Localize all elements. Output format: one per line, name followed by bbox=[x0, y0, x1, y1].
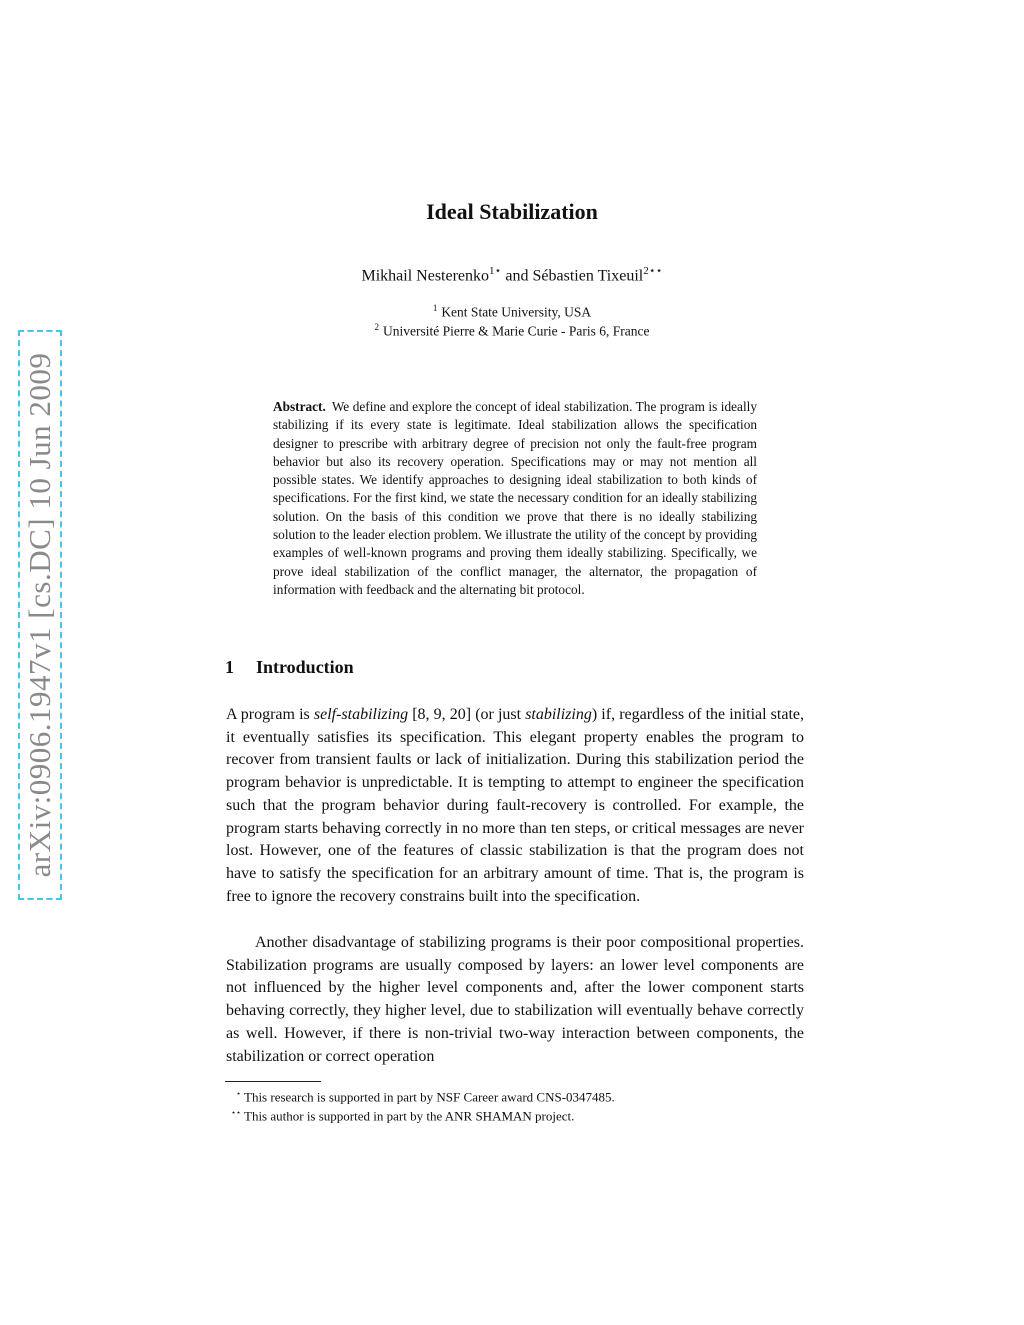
para1-emph-2: stabilizing bbox=[525, 706, 592, 723]
affiliation-1-text: Kent State University, USA bbox=[441, 304, 592, 320]
section-title: Introduction bbox=[256, 657, 354, 677]
abstract-label: Abstract. bbox=[273, 399, 326, 414]
section-number: 1 bbox=[225, 657, 234, 677]
arxiv-stamp-text: arXiv:0906.1947v1 [cs.DC] 10 Jun 2009 bbox=[22, 352, 57, 878]
affiliation-1-num: 1 bbox=[432, 303, 438, 313]
para1-text-1: A program is bbox=[226, 706, 314, 723]
abstract bbox=[273, 398, 757, 599]
footnote-2-mark: ⋆⋆ bbox=[230, 1108, 241, 1117]
footnote-2 bbox=[225, 1104, 805, 1125]
paper-title: Ideal Stabilization bbox=[426, 199, 598, 224]
affiliation-2 bbox=[0, 322, 1024, 340]
para1-emph-1: self-stabilizing bbox=[313, 706, 409, 723]
intro-paragraph-1 bbox=[226, 704, 804, 908]
affiliation-2-num: 2 bbox=[374, 322, 379, 332]
affiliation-2-text: Université Pierre & Marie Curie - Paris 6, France bbox=[382, 323, 650, 339]
author-2: Sébastien Tixeuil bbox=[532, 267, 644, 285]
section-heading bbox=[225, 657, 354, 678]
footnote-2-text: This author is supported in part by the ANR SHAMAN project. bbox=[244, 1108, 575, 1124]
author-2-mark: 2⋆⋆ bbox=[643, 265, 663, 277]
para1-text-2: [8, 9, 20] (or just bbox=[408, 706, 526, 723]
footnote-rule bbox=[225, 1081, 321, 1082]
affiliation-1 bbox=[0, 303, 1024, 321]
author-1: Mikhail Nesterenko bbox=[361, 267, 490, 285]
footnote-1-mark: ⋆ bbox=[235, 1089, 241, 1098]
para1-text-3: ) if, regardless of the initial state, it eventually satisfies its specification. This elegant property enables the program to recover from transient faults or lack of initialization. During this stabilization period the program behavior is unpredictable. It is tempting to attempt to engineer the specification such that the program behavior during fault-recovery is controlled. For example, the program starts behaving correctly in no more than ten steps, or critical messages are never lost. However, one of the features of classic stabilization is that the program does not have to satisfy the specification for an arbitrary amount of time. That is, the program is free to ignore the recovery constrains built into the specification. bbox=[226, 706, 805, 905]
author-connector: and bbox=[501, 267, 533, 285]
arxiv-stamp bbox=[18, 330, 62, 900]
footnote-1-text: This research is supported in part by NSF Career award CNS-0347485. bbox=[244, 1089, 615, 1105]
intro-paragraph-2: Another disadvantage of stabilizing programs is their poor compositional properties. Stabilization programs are usually composed by layers: an lower level components are not influenced by the higher level components and, after the lower component starts behaving correctly, they higher level, due to stabilization will eventually behave correctly as well. However, if there is non-trivial two-way interaction between components, the stabilization or correct operation bbox=[226, 934, 804, 1065]
abstract-text: We define and explore the concept of ideal stabilization. The program is ideally stabilizing if its every state is legitimate. Ideal stabilization allows the specification designer to prescribe with arbitrary degree of precision not only the fault-free program behavior but also its recovery operation. Specifications may or may not mention all possible states. We identify approaches to designing ideal stabilization to both kinds of specifications. For the first kind, we state the necessary condition for an ideally stabilizing solution. On the basis of this condition we prove that there is no ideally stabilizing solution to the leader election problem. We illustrate the utility of the concept by providing examples of well-known programs and proving them ideally stabilizing. Specifically, we prove ideal stabilization of the conflict manager, the alternator, the propagation of information with feedback and the alternating bit protocol. bbox=[273, 399, 757, 597]
author-1-mark: 1⋆ bbox=[489, 265, 502, 277]
author-line bbox=[0, 264, 1024, 285]
